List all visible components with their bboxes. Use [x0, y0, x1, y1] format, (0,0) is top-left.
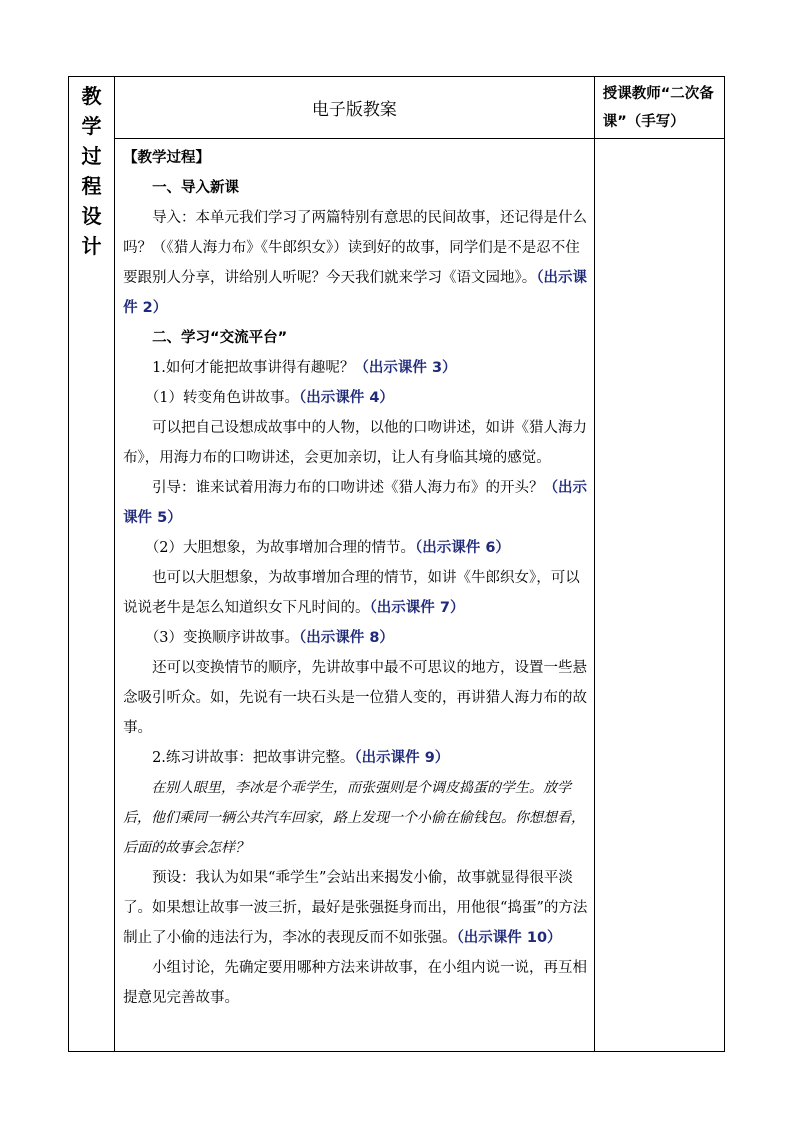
label-char: 计 [81, 234, 102, 258]
question-2 [123, 743, 588, 773]
teaching-process-label [69, 77, 115, 1052]
desc-text: 也可以大胆想象，为故事增加合理的情节，如讲《牛郎织女》，可以说说老牛是怎么知道织女下凡时间的。 [123, 570, 580, 616]
paragraph-text: 导入：本单元我们学习了两篇特别有意思的民间故事，还记得是什么吗？（《猎人海力布》《牛郎织女》）读到好的故事，同学们是不是忍不住要跟别人分享，讲给别人听呢？今天我们就来学习《语文园地》。 [123, 210, 588, 286]
question-text: 1.如何才能把故事讲得有趣呢？ [152, 360, 355, 376]
section-heading: 【教学过程】 [123, 150, 211, 166]
slide-tag: （出示课件 9） [354, 750, 450, 766]
slide-tag: （出示课件 6） [415, 540, 510, 556]
slide-tag: （出示课件 10） [456, 930, 562, 946]
sub-item-1-desc: 可以把自己设想成故事中的人物，以他的口吻讲述，如讲《猎人海力布》，用海力布的口吻讲述，会更加亲切，让人有身临其境的感觉。 [123, 420, 588, 466]
page-title: 电子版教案 [115, 77, 595, 139]
sub-item-3-desc: 还可以变换情节的顺序，先讲故事中最不可思议的地方，设置一些悬念吸引听众。如，先说有一块石头是一位猎人变的，再讲猎人海力布的故事。 [123, 660, 588, 736]
guide-text: 引导：谁来试着用海力布的口吻讲述《猎人海力布》的开头？ [152, 480, 544, 496]
label-char: 过 [81, 144, 102, 168]
side-column-title: 授课教师“二次备课”（手写） [594, 77, 724, 139]
slide-tag: （出示课件 4） [299, 390, 394, 406]
lesson-plan-table [68, 76, 725, 1052]
sub-item-text: （1）转变角色讲故事。 [144, 390, 300, 406]
heading-exchange: 二、学习“交流平台” [152, 330, 288, 346]
sub-item-1-guide [123, 473, 588, 533]
slide-tag: （出示课件 5） [123, 480, 588, 526]
sub-item-text: （2）大胆想象，为故事增加合理的情节。 [144, 540, 416, 556]
story-prompt: 在别人眼里，李冰是个乖学生，而张强则是个调皮捣蛋的学生。放学后，他们乘同一辆公共汽车回家，路上发现一个小偷在偷钱包。你想想看，后面的故事会怎样？ [123, 780, 586, 856]
question-1 [123, 353, 588, 383]
sub-item-text: （3）变换顺序讲故事。 [144, 630, 300, 646]
slide-tag: （出示课件 7） [369, 600, 465, 616]
label-char: 学 [81, 114, 102, 138]
label-char: 设 [81, 204, 102, 228]
label-char: 教 [81, 84, 102, 108]
question-text: 2.练习讲故事：把故事讲完整。 [152, 750, 355, 766]
sub-item-1 [123, 383, 588, 413]
heading-intro: 一、导入新课 [152, 180, 240, 196]
sub-item-3 [123, 623, 588, 653]
sub-item-2 [123, 533, 588, 563]
preset-answer [123, 863, 588, 953]
sub-item-2-desc [123, 563, 588, 623]
group-discussion: 小组讨论，先确定要用哪种方法来讲故事，在小组内说一说，再互相提意见完善故事。 [123, 960, 588, 1006]
label-char: 程 [81, 174, 102, 198]
slide-tag: （出示课件 8） [299, 630, 394, 646]
preset-text: 预设：我认为如果“乖学生”会站出来揭发小偷，故事就显得很平淡了。如果想让故事一波三折，最好是张强挺身而出，用他很“捣蛋”的方法制止了小偷的违法行为，李冰的表现反而不如张强。 [123, 870, 588, 946]
paragraph-intro [123, 203, 588, 323]
handwritten-notes-area[interactable] [594, 139, 724, 1052]
slide-tag: （出示课件 3） [354, 360, 457, 376]
lesson-content [115, 139, 595, 1052]
slide-tag: （出示课件 2） [123, 270, 588, 316]
